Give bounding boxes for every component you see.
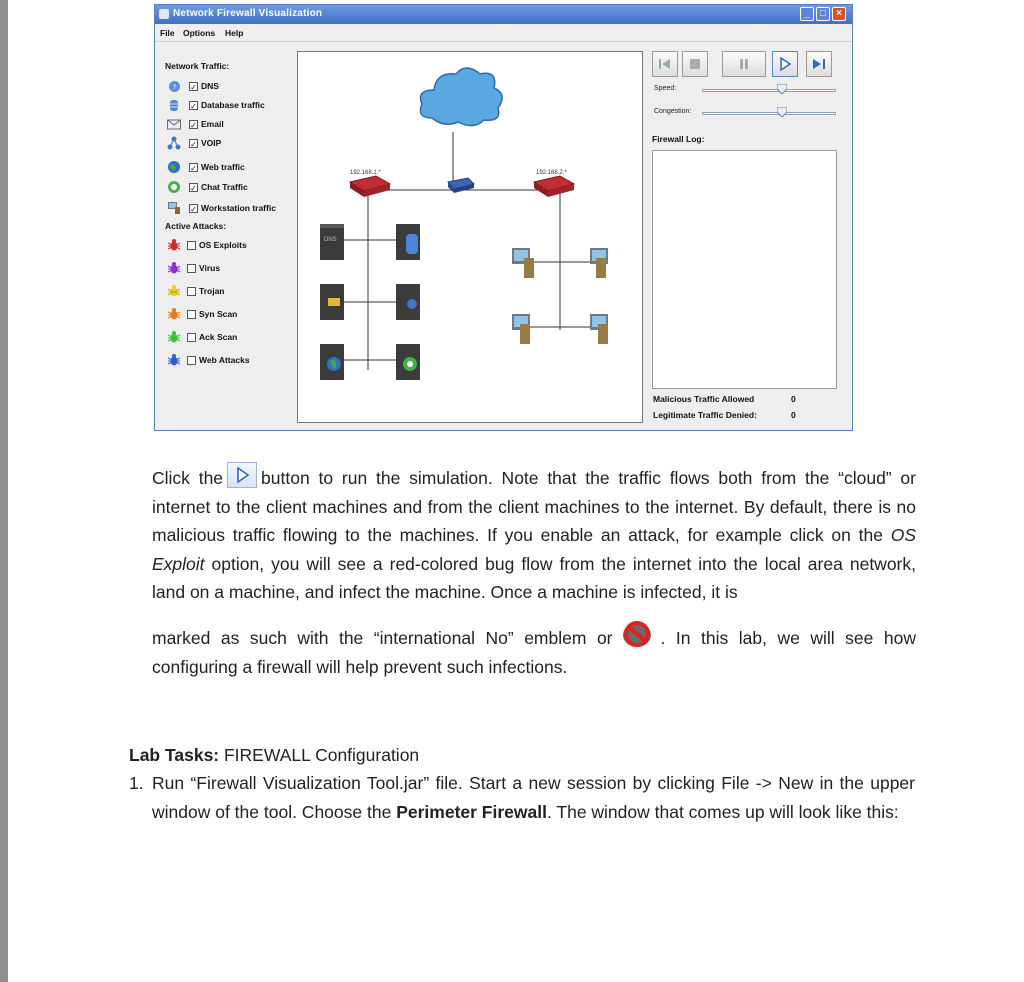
malicious-allowed-value: 0 bbox=[791, 394, 796, 404]
chat-server-icon bbox=[396, 344, 420, 380]
minimize-button[interactable]: _ bbox=[800, 7, 814, 21]
database-checkbox[interactable]: ✓ bbox=[190, 101, 197, 111]
database-label: Database traffic bbox=[201, 100, 265, 110]
os-exploits-label: OS Exploits bbox=[199, 240, 247, 250]
network-traffic-heading: Network Traffic: bbox=[165, 61, 230, 71]
attack-row-ack-scan[interactable] bbox=[163, 330, 237, 344]
workstation-label: Workstation traffic bbox=[201, 203, 276, 213]
step-back-button[interactable] bbox=[652, 51, 678, 77]
congestion-slider-thumb[interactable] bbox=[777, 107, 787, 117]
email-icon bbox=[167, 117, 181, 131]
bug-purple-icon bbox=[167, 261, 181, 275]
email-label: Email bbox=[201, 119, 224, 129]
firewall-left-icon bbox=[350, 176, 390, 197]
dns-label: DNS bbox=[201, 81, 219, 91]
voip-checkbox[interactable]: ✓ bbox=[190, 139, 197, 149]
database-icon bbox=[167, 98, 181, 112]
bug-yellow-icon bbox=[167, 284, 181, 298]
inline-play-icon bbox=[227, 462, 257, 488]
network-diagram bbox=[297, 51, 643, 423]
speed-slider[interactable] bbox=[702, 89, 836, 92]
bug-red-icon bbox=[167, 238, 181, 252]
lab-tasks-heading: Lab Tasks: FIREWALL Configuration bbox=[129, 745, 420, 765]
database-server-icon bbox=[396, 224, 420, 260]
attack-row-virus[interactable] bbox=[163, 261, 220, 275]
traffic-row-database[interactable] bbox=[163, 98, 265, 112]
workstation-checkbox[interactable]: ✓ bbox=[190, 204, 197, 214]
traffic-row-dns[interactable] bbox=[163, 79, 219, 93]
congestion-slider[interactable] bbox=[702, 112, 836, 115]
workstation-3-icon bbox=[512, 314, 530, 344]
pause-button[interactable] bbox=[722, 51, 766, 77]
window-title: Network Firewall Visualization bbox=[173, 8, 323, 19]
web-label: Web traffic bbox=[201, 162, 245, 172]
traffic-row-chat[interactable] bbox=[163, 180, 248, 194]
firewall-log-label: Firewall Log: bbox=[652, 134, 705, 144]
traffic-row-voip[interactable] bbox=[163, 136, 221, 150]
workstation-2-icon bbox=[590, 248, 608, 278]
web-attacks-checkbox[interactable] bbox=[187, 356, 196, 365]
internet-cloud-icon bbox=[420, 68, 502, 126]
workstation-1-icon bbox=[512, 248, 534, 278]
svg-text:?: ? bbox=[172, 84, 176, 91]
subnet-left-label: 192.168.1.* bbox=[350, 170, 381, 176]
traffic-row-workstation[interactable] bbox=[163, 201, 276, 215]
ack-scan-label: Ack Scan bbox=[199, 332, 238, 342]
pause-icon bbox=[738, 58, 750, 70]
chat-checkbox[interactable]: ✓ bbox=[190, 183, 197, 193]
task-list bbox=[129, 769, 915, 826]
chat-label: Chat Traffic bbox=[201, 182, 248, 192]
traffic-row-web[interactable] bbox=[163, 160, 245, 174]
window-titlebar[interactable] bbox=[155, 5, 852, 24]
speed-label: Speed: bbox=[654, 85, 677, 92]
dns-globe-icon bbox=[167, 79, 181, 93]
congestion-label: Congestion: bbox=[654, 108, 692, 115]
bug-blue-icon bbox=[167, 353, 181, 367]
workstation-4-icon bbox=[590, 314, 608, 344]
stop-icon bbox=[689, 58, 701, 70]
dns-checkbox[interactable]: ✓ bbox=[190, 82, 197, 92]
chat-icon bbox=[167, 180, 181, 194]
task-1-number: 1. bbox=[129, 773, 144, 793]
dns-server-icon bbox=[320, 224, 344, 260]
voip-icon bbox=[167, 136, 181, 150]
syn-scan-checkbox[interactable] bbox=[187, 310, 196, 319]
legitimate-denied-value: 0 bbox=[791, 410, 796, 420]
doc-paragraph-2: marked as such with the “international No” emblem or . In this lab, we will see how configuring a firewall will help prevent such infections. bbox=[152, 618, 916, 681]
firewall-log[interactable] bbox=[652, 150, 837, 389]
web-globe-icon bbox=[167, 160, 181, 174]
email-server-icon bbox=[320, 284, 344, 320]
trojan-checkbox[interactable] bbox=[187, 287, 196, 296]
switch-icon bbox=[448, 178, 474, 193]
app-icon bbox=[159, 9, 169, 19]
step-forward-icon bbox=[811, 58, 827, 70]
maximize-button[interactable]: □ bbox=[816, 7, 830, 21]
workstation-icon bbox=[167, 201, 181, 215]
network-links bbox=[338, 132, 598, 370]
ack-scan-checkbox[interactable] bbox=[187, 333, 196, 342]
traffic-row-email[interactable] bbox=[163, 117, 224, 131]
voip-server-icon bbox=[396, 284, 420, 320]
doc-paragraph-1: Click the button to run the simulation. Note that the traffic flows both from the “cloud” or internet to the client machines and from the client machines to the internet. By default, there is no malicious traffic flowing to the machines. If you enable an attack, for example click on the OS Exploit option, you will see a red-colored bug flow from the internet into the local area network, land on a machine, and infect the machine. Once a machine is infected, it is bbox=[152, 462, 916, 607]
task-1-text: Run “Firewall Visualization Tool.jar” file. Start a new session by clicking File -> New in the upper window of the tool. Choose the Perimeter Firewall. The window that comes up will look like this: bbox=[152, 773, 915, 822]
speed-slider-thumb[interactable] bbox=[777, 84, 787, 94]
attack-row-web-attacks[interactable] bbox=[163, 353, 250, 367]
voip-label: VOIP bbox=[201, 138, 222, 148]
stop-button[interactable] bbox=[682, 51, 708, 77]
legitimate-denied-label: Legitimate Traffic Denied: bbox=[653, 410, 757, 420]
svg-text:DNS: DNS bbox=[324, 237, 337, 243]
web-attacks-label: Web Attacks bbox=[199, 355, 250, 365]
menu-help[interactable]: Help bbox=[225, 28, 244, 38]
bug-orange-icon bbox=[167, 307, 181, 321]
os-exploits-checkbox[interactable] bbox=[187, 241, 196, 250]
step-forward-button[interactable] bbox=[806, 51, 832, 77]
web-server-icon bbox=[320, 344, 344, 380]
virus-label: Virus bbox=[199, 263, 221, 273]
firewall-right-icon bbox=[534, 176, 574, 197]
attack-row-syn-scan[interactable] bbox=[163, 307, 237, 321]
menubar bbox=[155, 24, 852, 42]
malicious-allowed-label: Malicious Traffic Allowed bbox=[653, 394, 755, 404]
attack-row-os-exploits[interactable] bbox=[163, 238, 247, 252]
virus-checkbox[interactable] bbox=[187, 264, 196, 273]
international-no-icon bbox=[619, 618, 655, 650]
page-left-edge bbox=[0, 0, 8, 982]
attack-row-trojan[interactable] bbox=[163, 284, 225, 298]
play-icon bbox=[778, 57, 792, 71]
app-window bbox=[154, 4, 853, 431]
bug-green-icon bbox=[167, 330, 181, 344]
close-button[interactable]: × bbox=[832, 7, 846, 21]
syn-scan-label: Syn Scan bbox=[199, 309, 238, 319]
play-button[interactable] bbox=[772, 51, 798, 77]
menu-file[interactable]: File bbox=[160, 28, 175, 38]
step-back-icon bbox=[658, 58, 672, 70]
email-checkbox[interactable]: ✓ bbox=[190, 120, 197, 130]
menu-options[interactable]: Options bbox=[183, 28, 216, 38]
subnet-right-label: 192.168.2.* bbox=[536, 170, 567, 176]
trojan-label: Trojan bbox=[199, 286, 225, 296]
web-checkbox[interactable]: ✓ bbox=[190, 163, 197, 173]
active-attacks-heading: Active Attacks: bbox=[165, 221, 227, 231]
